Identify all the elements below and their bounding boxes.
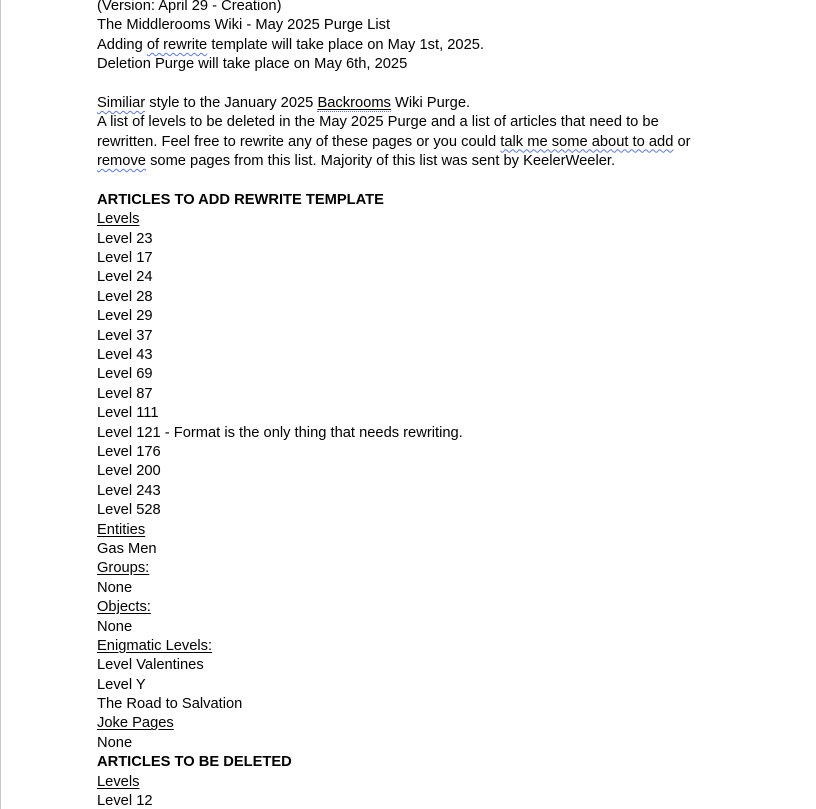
list-item-level: Level 43 [97, 347, 153, 364]
description-text: Wiki Purge. [390, 94, 471, 111]
blank-line [97, 75, 697, 94]
list-item-level: Level 111 [97, 405, 159, 422]
list-item-level: Level 121 - Format is the only thing that needs rewriting. [97, 424, 463, 441]
list-item-level: Level 200 [97, 463, 161, 480]
document-title: The Middlerooms Wiki - May 2025 Purge List [97, 17, 391, 34]
spellcheck-word: Similiar [97, 94, 146, 111]
list-item-level: Level 29 [97, 308, 153, 325]
description-line-2: A list of levels to be deleted in the May 2025 Purge and a list of articles that need to be [97, 114, 659, 131]
delete-levels-label: Levels [97, 773, 140, 790]
description-line-1 [97, 94, 697, 113]
spellcheck-phrase: talk me some about to add [500, 133, 674, 150]
spellcheck-word: remove [97, 153, 146, 170]
description-text: style to the January 2025 [145, 94, 318, 111]
rewrite-objects-list [97, 618, 697, 637]
list-item-level: Level 243 [97, 482, 161, 499]
rewrite-levels-label: Levels [97, 211, 140, 228]
rewrite-joke-label: Joke Pages [97, 715, 174, 732]
rewrite-enigmatic-label: Enigmatic Levels: [97, 637, 213, 654]
list-item-level: Level 528 [97, 502, 161, 519]
list-item-level: Level 12 [97, 793, 153, 809]
list-item-level: Level 24 [97, 269, 153, 286]
list-item-joke-page: None [97, 734, 133, 751]
list-item-level: Level 176 [97, 443, 161, 460]
adding-pre: Adding [97, 36, 147, 53]
rewrite-section-heading: ARTICLES TO ADD REWRITE TEMPLATE [97, 191, 384, 208]
description-line-4 [97, 152, 697, 171]
list-item-enigmatic-level: Level Y [97, 676, 146, 693]
list-item-enigmatic-level: The Road to Salvation [97, 696, 243, 713]
version-line: (Version: April 29 - Creation) [97, 0, 282, 14]
adding-schedule-line [97, 36, 697, 55]
list-item-level: Level 28 [97, 288, 153, 305]
list-item-group: None [97, 579, 133, 596]
list-item-level: Level 37 [97, 327, 153, 344]
list-item-level: Level 69 [97, 366, 153, 383]
spellcheck-word: Backrooms [317, 94, 391, 111]
description-text: some pages from this list. Majority of this list was sent by KeelerWeeler. [145, 153, 616, 170]
rewrite-levels-list [97, 230, 697, 521]
rewrite-joke-list [97, 734, 697, 753]
rewrite-enigmatic-list [97, 656, 697, 714]
rewrite-groups-label: Groups: [97, 560, 150, 577]
rewrite-groups-list [97, 579, 697, 598]
description-text: rewritten. Feel free to rewrite any of these pages or you could [97, 133, 501, 150]
delete-section-heading: ARTICLES TO BE DELETED [97, 754, 292, 771]
list-item-level: Level 17 [97, 250, 153, 267]
rewrite-entities-label: Entities [97, 521, 146, 538]
list-item-level: Level 23 [97, 230, 153, 247]
description-text: or [673, 133, 691, 150]
delete-levels-list [97, 792, 697, 809]
description-line-3 [97, 133, 697, 152]
list-item-level: Level 87 [97, 385, 153, 402]
list-item-enigmatic-level: Level Valentines [97, 657, 204, 674]
list-item-object: None [97, 618, 133, 635]
rewrite-entities-list [97, 540, 697, 559]
blank-line [97, 172, 697, 191]
adding-post: template will take place on May 1st, 2025. [207, 36, 484, 53]
rewrite-objects-label: Objects: [97, 599, 151, 616]
deletion-schedule-line: Deletion Purge will take place on May 6th, 2025 [97, 56, 408, 73]
list-item-entity: Gas Men [97, 540, 157, 557]
page-left-edge [0, 0, 1, 809]
document-body [97, 0, 697, 809]
spellcheck-word: of rewrite [146, 36, 208, 53]
